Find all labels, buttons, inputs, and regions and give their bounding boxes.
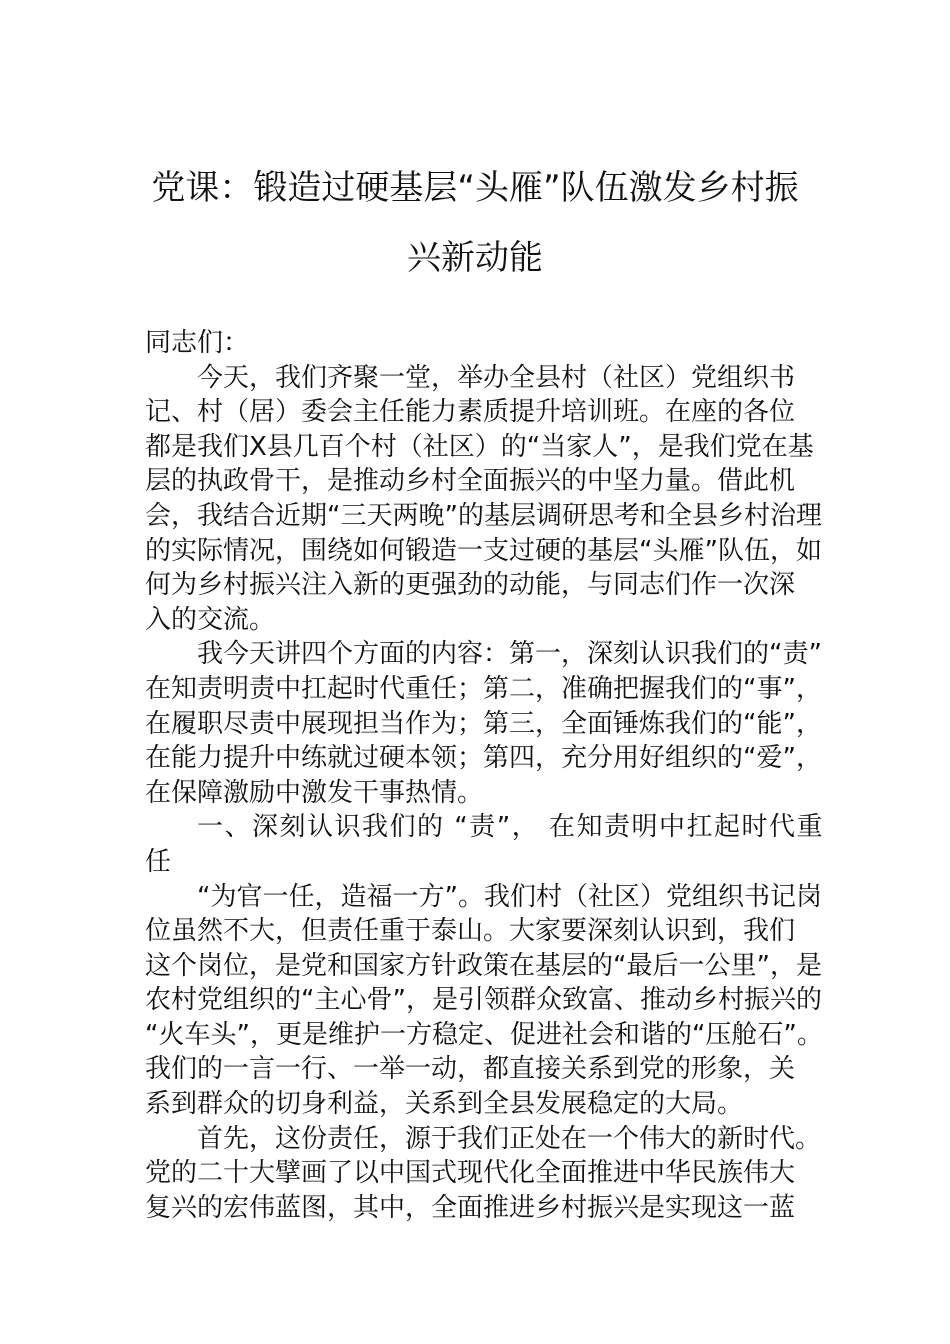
paragraph-line: 农村党组织的“主心骨”，是引领群众致富、推动乡村振兴的 [145, 985, 822, 1016]
paragraph-line: 党的二十大擘画了以中国式现代化全面推进中华民族伟大 [145, 1158, 796, 1189]
paragraph-line: 何为乡村振兴注入新的更强劲的动能，与同志们作一次深 [145, 570, 796, 601]
paragraph-line: 会，我结合近期“三天两晚”的基层调研思考和全县乡村治理 [145, 500, 822, 531]
paragraph-line: 系到群众的切身利益，关系到全县发展稳定的大局。 [145, 1089, 744, 1120]
salutation: 同志们： [145, 328, 250, 358]
document-title-line-2: 兴新动能 [407, 238, 543, 278]
paragraph-line: 位虽然不大，但责任重于泰山。大家要深刻认识到，我们 [145, 916, 796, 947]
paragraph-line: 我今天讲四个方面的内容：第一，深刻认识我们的“责” [197, 639, 822, 670]
paragraph-line: 记、村（居）委会主任能力素质提升培训班。在座的各位 [145, 397, 796, 428]
paragraph-line: 在知责明责中扛起时代重任；第二，准确把握我们的“事”， [145, 673, 822, 704]
paragraph-line: “为官一任，造福一方”。我们村（社区）党组织书记岗 [197, 881, 822, 912]
paragraph-line: 首先，这份责任，源于我们正处在一个伟大的新时代。 [197, 1123, 822, 1154]
paragraph-line: 都是我们X县几百个村（社区）的“当家人”，是我们党在基 [145, 431, 814, 462]
paragraph-outline [145, 637, 825, 810]
paragraph-new-era [145, 1122, 825, 1226]
paragraph-line: 我们的一言一行、一举一动，都直接关系到党的形象，关 [145, 1054, 796, 1085]
document-body [145, 326, 825, 1225]
document-title-line-1: 党课：锻造过硬基层“头雁”队伍激发乡村振 [151, 168, 799, 208]
paragraph-line: “火车头”，更是维护一方稳定、促进社会和谐的“压舱石”。 [145, 1019, 823, 1050]
paragraph-line: 层的执政骨干，是推动乡村全面振兴的中坚力量。借此机 [145, 466, 796, 497]
paragraph-line: 在能力提升中练就过硬本领；第四，充分用好组织的“爱”， [145, 743, 822, 774]
section-heading-1 [145, 810, 825, 879]
paragraph-opening [145, 361, 825, 638]
paragraph-line: 在履职尽责中展现担当作为；第三，全面锤炼我们的“能”， [145, 708, 822, 739]
paragraph-line: 的实际情况，围绕如何锻造一支过硬的基层“头雁”队伍，如 [145, 535, 822, 566]
paragraph-line: 入的交流。 [145, 604, 276, 635]
paragraph-line: 今天，我们齐聚一堂，举办全县村（社区）党组织书 [197, 362, 796, 393]
paragraph-line: 这个岗位，是党和国家方针政策在基层的“最后一公里”，是 [145, 950, 822, 981]
heading-line: 任 [145, 846, 173, 877]
paragraph-line: 在保障激励中激发干事热情。 [145, 777, 484, 808]
heading-line: 一、深刻认识我们的 “责”， 在知责明中扛起时代重 [197, 812, 824, 843]
paragraph-line: 复兴的宏伟蓝图，其中，全面推进乡村振兴是实现这一蓝 [145, 1192, 796, 1223]
paragraph-responsibility [145, 880, 825, 1122]
